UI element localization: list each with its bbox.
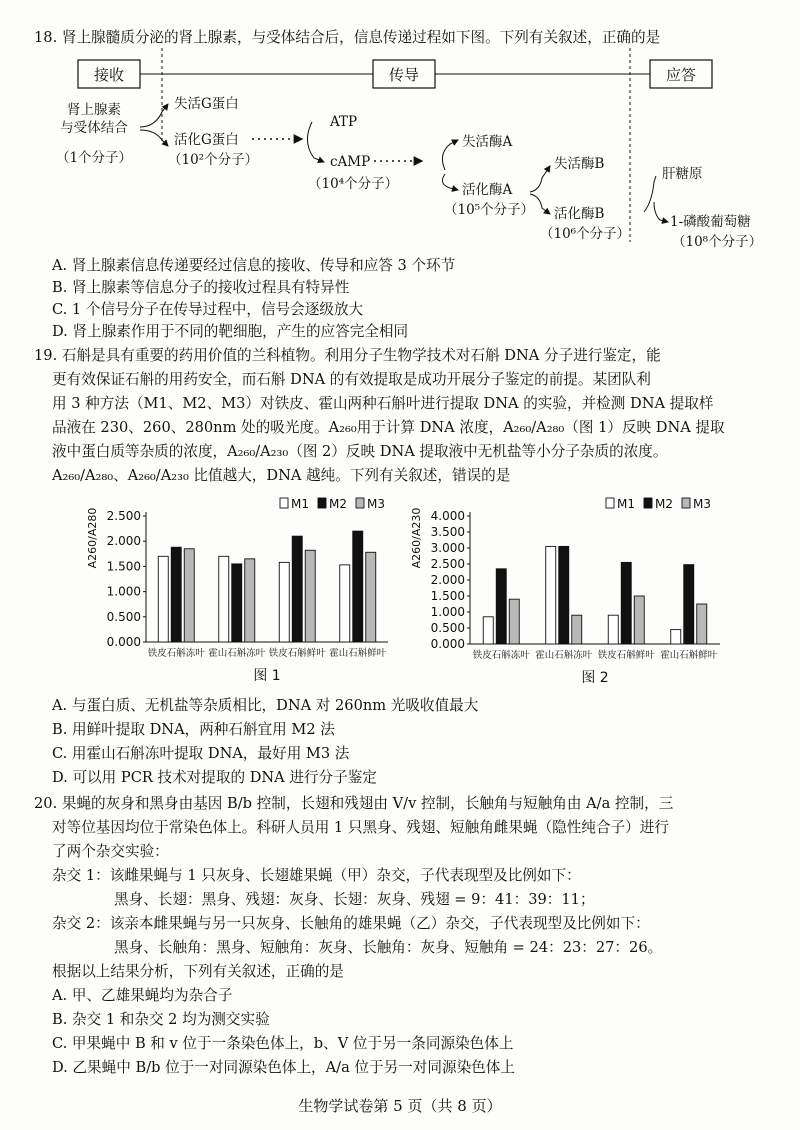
q20-option-a: A. 甲、乙雄果蝇均为杂合子 xyxy=(52,987,233,1004)
figure-title: 图 2 xyxy=(581,670,609,686)
glucose-count: （10⁸个分子） xyxy=(672,234,763,250)
y-tick-label: 1.500 xyxy=(430,589,465,603)
arrow-enzA-active xyxy=(442,174,458,190)
category-label: 铁皮石斛冻叶 xyxy=(472,650,530,661)
figure-2-chart xyxy=(410,494,740,694)
g-inactive: 失活G蛋白 xyxy=(174,96,239,112)
y-tick-label: 2.000 xyxy=(106,534,141,549)
bar-m3 xyxy=(366,552,376,642)
q19-option-a: A. 与蛋白质、无机盐等杂质相比，DNA 对 260nm 光吸收值最大 xyxy=(52,697,479,714)
y-axis-title: A260/A230 xyxy=(410,507,423,569)
bar-m1 xyxy=(279,562,289,642)
y-tick-label: 4.000 xyxy=(430,509,465,523)
category-label: 铁皮石斛鲜叶 xyxy=(597,650,655,661)
q18-option-a: A. 肾上腺素信息传递要经过信息的接收、传导和应答 3 个环节 xyxy=(52,257,456,274)
q19-stem-line-2: 更有效保证石斛的用药安全，而石斛 DNA 的有效提取是成功开展分子鉴定的前提。某团队利 xyxy=(52,371,651,388)
category-label: 霍山石斛冻叶 xyxy=(208,648,266,659)
legend-label-m3: M3 xyxy=(367,497,385,511)
bar-m2 xyxy=(232,564,242,642)
q20-stem-line-3: 了两个杂交实验： xyxy=(52,843,169,860)
bar-m1 xyxy=(483,617,493,644)
y-tick-label: 1.000 xyxy=(106,584,141,599)
legend-swatch-m1 xyxy=(280,498,288,508)
q20-cross2: 杂交 2：该亲本雌果蝇与另一只灰身、长触角的雄果蝇（乙）杂交，子代表现型及比例如下： xyxy=(52,915,650,932)
bar-m2 xyxy=(684,565,694,644)
bind-line1: 肾上腺素 xyxy=(67,102,121,118)
camp-label: cAMP xyxy=(330,154,371,170)
q18-option-c: C. 1 个信号分子在传导过程中，信号会逐级放大 xyxy=(52,301,364,318)
figure-1-chart xyxy=(70,494,400,694)
legend-label-m3: M3 xyxy=(693,497,711,511)
category-label: 铁皮石斛鲜叶 xyxy=(268,648,326,659)
stage-respond-label: 应答 xyxy=(665,66,697,84)
arrow-enzB-inactive xyxy=(530,166,550,192)
g-count: （10²个分子） xyxy=(168,152,259,168)
q18-option-b: B. 肾上腺素等信息分子的接收过程具有特异性 xyxy=(52,279,350,296)
legend-swatch-m3 xyxy=(356,498,364,508)
bar-m2 xyxy=(496,569,506,644)
bar-m3 xyxy=(509,599,519,644)
q19-option-b: B. 用鲜叶提取 DNA，两种石斛宜用 M2 法 xyxy=(52,721,335,738)
legend-swatch-m2 xyxy=(644,498,652,508)
bar-m1 xyxy=(546,546,556,644)
q19-stem-line-5: 液中蛋白质等杂质的浓度，A₂₆₀/A₂₃₀（图 2）反映 DNA 提取液中无机盐等小分子杂质的浓度。 xyxy=(52,443,668,460)
q20-option-b: B. 杂交 1 和杂交 2 均为测交实验 xyxy=(52,1011,270,1028)
q20-stem-line-1: 20. 果蝇的灰身和黑身由基因 B/b 控制，长翅和残翅由 V/v 控制，长触角与短触角由 A/a 控制，三 xyxy=(34,795,674,812)
q20-cross1-result: 黑身、长翅：黑身、残翅：灰身、长翅：灰身、残翅 = 9：41：39：11； xyxy=(114,891,595,908)
bar-m3 xyxy=(184,549,194,642)
arrow-bind-active xyxy=(140,130,168,146)
category-label: 霍山石斛鲜叶 xyxy=(660,650,718,661)
enzA-inactive: 失活酶A xyxy=(462,134,513,150)
camp-count: （10⁴个分子） xyxy=(308,176,399,192)
y-tick-label: 0.500 xyxy=(430,621,465,635)
q19-stem-line-4: 品液在 230、260、280nm 处的吸光度。A₂₆₀用于计算 DNA 浓度，A₂₆₀/A₂₈₀（图 1）反映 DNA 提取 xyxy=(52,419,725,436)
category-label: 霍山石斛冻叶 xyxy=(535,650,593,661)
figure-title: 图 1 xyxy=(253,668,281,684)
q20-cross1: 杂交 1：该雌果蝇与 1 只灰身、长翅雄果蝇（甲）杂交，子代表现型及比例如下： xyxy=(52,867,581,884)
q19-stem-line-3: 用 3 种方法（M1、M2、M3）对铁皮、霍山两种石斛叶进行提取 DNA 的实验，并检测 DNA 提取样 xyxy=(52,395,714,412)
legend-label-m2: M2 xyxy=(655,497,673,511)
y-axis-title: A260/A280 xyxy=(86,507,99,569)
enzA-active: 活化酶A xyxy=(462,182,513,198)
arrow-atp-camp xyxy=(307,122,324,162)
bar-m3 xyxy=(245,559,255,642)
category-label: 霍山石斛鲜叶 xyxy=(329,648,387,659)
enzB-count: （10⁶个分子） xyxy=(540,226,631,242)
bar-m1 xyxy=(219,556,229,642)
y-tick-label: 0.500 xyxy=(106,609,141,624)
legend-swatch-m1 xyxy=(606,498,614,508)
bar-m1 xyxy=(340,565,350,642)
legend-swatch-m3 xyxy=(682,498,690,508)
q18-stem: 18. 肾上腺髓质分泌的肾上腺素，与受体结合后，信息传递过程如下图。下列有关叙述，正确的是 xyxy=(34,29,661,46)
enzB-active: 活化酶B xyxy=(554,206,605,222)
y-tick-label: 1.000 xyxy=(430,605,465,619)
page-footer: 生物学试卷第 5 页（共 8 页） xyxy=(298,1097,502,1115)
q19-option-d: D. 可以用 PCR 技术对提取的 DNA 进行分子鉴定 xyxy=(52,769,377,786)
bind-count: （1个分子） xyxy=(55,150,133,166)
q20-cross2-result: 黑身、长触角：黑身、短触角：灰身、长触角：灰身、短触角 = 24：23：27：26。 xyxy=(114,939,663,956)
q20-stem-line-2: 对等位基因均位于常染色体上。科研人员用 1 只黑身、残翅、短触角雌果蝇（隐性纯合子）进行 xyxy=(52,819,669,836)
bar-m3 xyxy=(697,604,707,644)
category-label: 铁皮石斛冻叶 xyxy=(147,648,205,659)
q18-option-d: D. 肾上腺素作用于不同的靶细胞，产生的应答完全相同 xyxy=(52,323,409,340)
y-tick-label: 2.000 xyxy=(430,573,465,587)
bar-m3 xyxy=(634,596,644,644)
bar-m2 xyxy=(171,547,181,642)
enzA-count: （10⁵个分子） xyxy=(444,202,535,218)
bar-m2 xyxy=(621,562,631,644)
g-active: 活化G蛋白 xyxy=(174,132,239,148)
arrow-enzA-inactive xyxy=(442,140,458,170)
glucose1p-label: 1-磷酸葡萄糖 xyxy=(670,214,751,230)
stage-transduce-label: 传导 xyxy=(388,66,420,84)
arrow-glycogen-glucose xyxy=(654,202,668,222)
bar-m1 xyxy=(608,615,618,644)
bar-m2 xyxy=(559,546,569,644)
y-tick-label: 2.500 xyxy=(106,509,141,523)
signal-transduction-diagram xyxy=(40,42,770,250)
stage-receive-label: 接收 xyxy=(93,66,125,84)
y-tick-label: 0.000 xyxy=(430,637,465,651)
legend-swatch-m2 xyxy=(318,498,326,508)
y-tick-label: 2.500 xyxy=(430,557,465,571)
q20-option-c: C. 甲果蝇中 B 和 v 位于一条染色体上，b、V 位于另一条同源染色体上 xyxy=(52,1035,514,1052)
bar-m1 xyxy=(158,556,168,642)
atp-label: ATP xyxy=(330,114,358,130)
bar-m2 xyxy=(292,536,302,642)
q20-question: 根据以上结果分析，下列有关叙述，正确的是 xyxy=(52,963,344,980)
bar-m3 xyxy=(305,550,315,642)
y-tick-label: 3.000 xyxy=(430,541,465,555)
glycogen-label: 肝糖原 xyxy=(662,166,703,182)
q19-option-c: C. 用霍山石斛冻叶提取 DNA，最好用 M3 法 xyxy=(52,745,350,762)
legend-label-m2: M2 xyxy=(329,497,347,511)
y-tick-label: 3.500 xyxy=(430,525,465,539)
arrow-bind-inactive xyxy=(140,104,168,127)
legend-label-m1: M1 xyxy=(291,497,309,511)
legend-label-m1: M1 xyxy=(617,497,635,511)
bar-m3 xyxy=(572,615,582,644)
q20-option-d: D. 乙果蝇中 B/b 位于一对同源染色体上，A/a 位于另一对同源染色体上 xyxy=(52,1059,515,1076)
bar-m2 xyxy=(353,531,363,642)
y-tick-label: 1.500 xyxy=(106,559,141,574)
q19-stem-line-6: A₂₆₀/A₂₈₀、A₂₆₀/A₂₃₀ 比值越大，DNA 越纯。下列有关叙述，错误的是 xyxy=(52,467,511,484)
bind-line2: 与受体结合 xyxy=(60,120,128,136)
q19-stem-line-1: 19. 石斛是具有重要的药用价值的兰科植物。利用分子生物学技术对石斛 DNA 分子进行鉴定，能 xyxy=(34,347,661,364)
bar-m1 xyxy=(671,630,681,644)
y-tick-label: 0.000 xyxy=(106,635,141,649)
enzB-inactive: 失活酶B xyxy=(554,156,605,172)
